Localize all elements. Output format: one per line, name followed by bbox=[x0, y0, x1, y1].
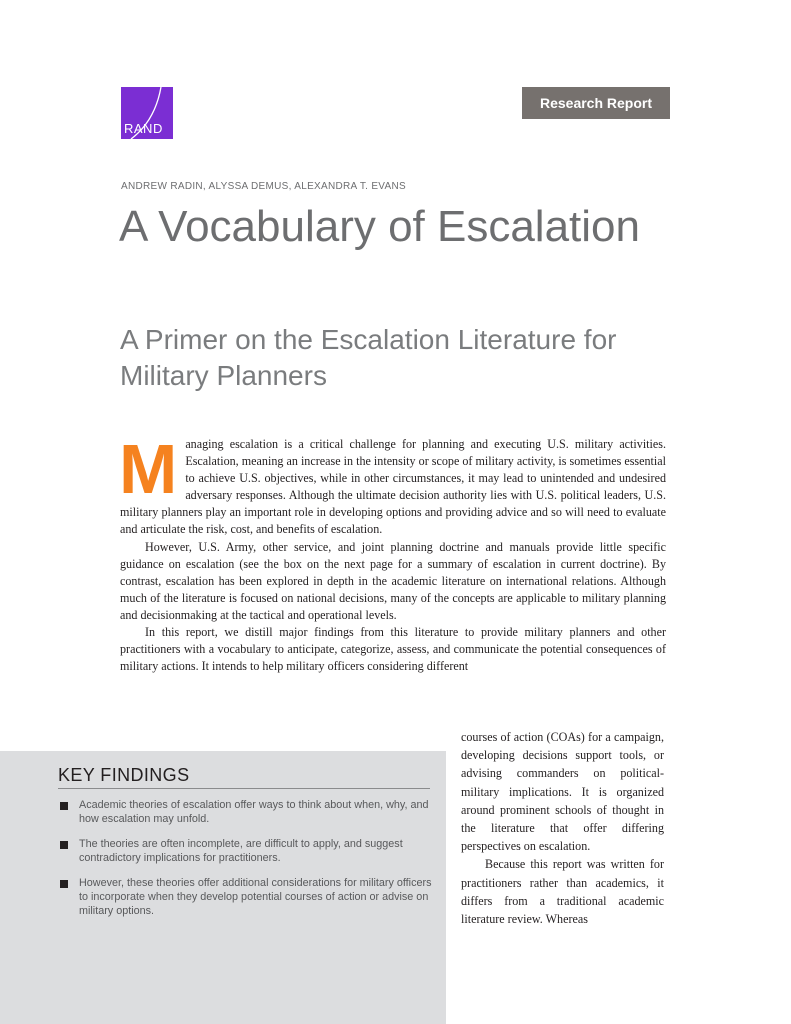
key-finding-item bbox=[58, 877, 433, 918]
square-bullet-icon bbox=[60, 802, 68, 810]
paragraph-1-text: anaging escalation is a critical challenge for planning and executing U.S. military activities. Escalation, meaning an increase in the intensity or scope of military activity, is sometimes essential to achieve U.S. objectives, while in other circumstances, it may lead to unintended and undesired adversary responses. Although the ultimate decision authority lies with U.S. political leaders, U.S. military planners play an important role in developing options and providing advice and so will need to evaluate and articulate the risk, cost, and benefits of escalation. bbox=[120, 437, 666, 537]
report-subtitle: A Primer on the Escalation Literature for Military Planners bbox=[120, 324, 617, 391]
drop-cap: M bbox=[119, 430, 178, 508]
square-bullet-icon bbox=[60, 880, 68, 888]
square-bullet-icon bbox=[60, 841, 68, 849]
key-finding-text: However, these theories offer additional considerations for military officers to incorporate when they develop potential courses of action or advise on military options. bbox=[79, 877, 432, 917]
key-finding-text: The theories are often incomplete, are difficult to apply, and suggest contradictory implications for practitioners. bbox=[79, 838, 403, 864]
rand-logo bbox=[121, 87, 173, 139]
report-title: A Vocabulary of Escalation bbox=[119, 202, 640, 251]
key-finding-item bbox=[58, 799, 433, 826]
paragraph-1 bbox=[119, 430, 666, 539]
rand-logo-text: RAND bbox=[124, 121, 163, 136]
key-findings-box bbox=[0, 751, 446, 1024]
key-findings-list bbox=[58, 799, 433, 930]
authors-line: ANDREW RADIN, ALYSSA DEMUS, ALEXANDRA T. EVANS bbox=[121, 181, 406, 192]
paragraph-3: In this report, we distill major findings from this literature to provide military planners and other practitioners with a vocabulary to anticipate, categorize, assess, and communicate the potential consequences of military actions. It intends to help military officers considering different bbox=[120, 625, 666, 674]
paragraph-3-continued: courses of action (COAs) for a campaign, developing decisions support tools, or advising commanders on political-military implications. It is organized around prominent schools of thought in the literature that offer differing perspectives on escalation. bbox=[461, 730, 664, 854]
key-finding-text: Academic theories of escalation offer ways to think about when, why, and how escalation may unfold. bbox=[79, 799, 429, 825]
paragraph-2: However, U.S. Army, other service, and joint planning doctrine and manuals provide little specific guidance on escalation (see the box on the next page for a summary of escalation in current doctrine). By contrast, escalation has been explored in depth in the academic literature on international relations. Although much of the literature is focused on national decisions, many of the concepts are applicable to military planning and decisionmaking at the tactical and operational levels. bbox=[120, 539, 666, 622]
key-findings-heading: KEY FINDINGS bbox=[58, 765, 190, 785]
right-column-text bbox=[461, 728, 664, 928]
report-type-badge: Research Report bbox=[522, 87, 670, 119]
paragraph-4: Because this report was written for practitioners rather than academics, it differs from a traditional academic literature review. Whereas bbox=[461, 857, 664, 927]
body-text bbox=[119, 430, 666, 675]
key-findings-divider bbox=[58, 788, 430, 789]
key-finding-item bbox=[58, 838, 433, 865]
